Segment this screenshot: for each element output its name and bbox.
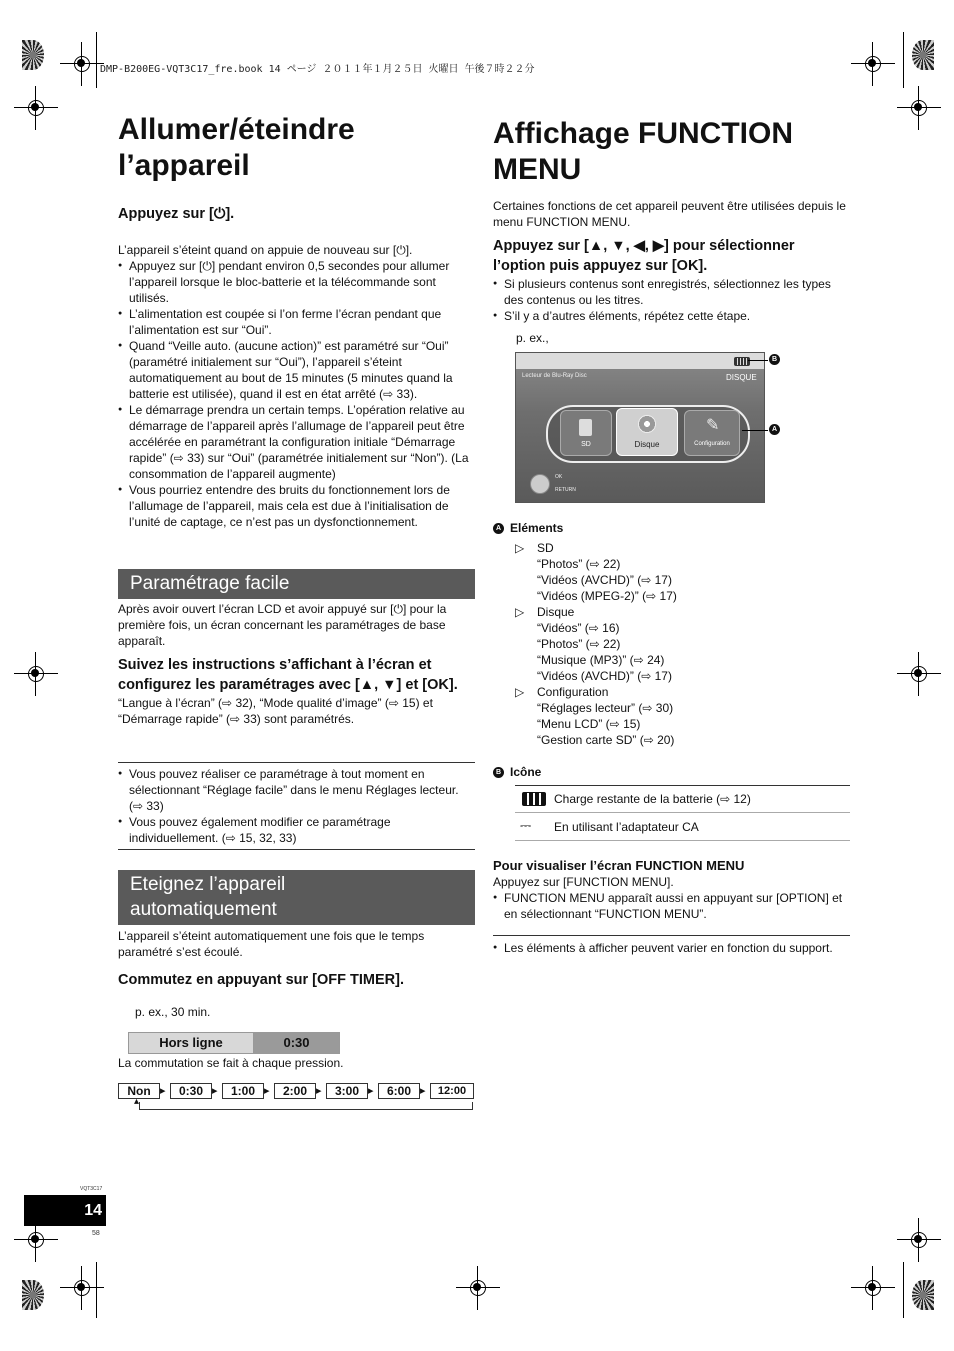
battery-icon (522, 792, 546, 806)
registration-mark-icon (897, 86, 941, 130)
sequence-item: 12:00 (430, 1083, 474, 1099)
arrow-right-icon: ▸ (316, 1085, 322, 1097)
table-row-divider (515, 812, 850, 813)
callout-a: A (769, 424, 780, 435)
group-item: “Musique (MP3)” (⇨ 24) (537, 653, 665, 667)
crop-line (96, 32, 97, 88)
view-section (493, 858, 850, 922)
example-label: p. ex., 30 min. (135, 1005, 211, 1019)
page-number: 14 (24, 1195, 106, 1226)
sequence-item: 2:00 (274, 1083, 316, 1099)
crop-line (903, 1262, 904, 1318)
easy-notes (118, 766, 475, 846)
section-title (493, 116, 850, 188)
wrench-icon: ✎ (706, 417, 720, 434)
step-instruction: Appuyez sur [⏻]. (118, 206, 235, 222)
group-name: Disque (537, 605, 575, 619)
callout-b: B (769, 354, 780, 365)
view-text: Appuyez sur [FUNCTION MENU]. (493, 875, 674, 889)
registration-mark-icon (14, 86, 58, 130)
divider (118, 762, 475, 763)
sd-card-icon (579, 419, 592, 436)
intro-text: Après avoir ouvert l’écran LCD et avoir appuyé sur [⏻] pour la première fois, un écran concernant les paramétrages de base apparaît. (118, 602, 447, 648)
intro-text: Certaines fonctions de cet appareil peuvent être utilisées depuis le menu FUNCTION MENU. (493, 199, 846, 229)
list-item: ● Vous pourriez entendre des bruits du fonctionnement lors de l’allumage de l’appareil, mais cela est due à l’initialisation de l’unité de captage, ce n’est pas un dysfonctionnement. (118, 482, 475, 530)
menu-item-sd[interactable] (560, 410, 612, 456)
table-top-border (515, 785, 850, 786)
group-item: “Gestion carte SD” (⇨ 20) (537, 733, 675, 747)
icone-row-text: En utilisant l’adaptateur CA (554, 820, 699, 834)
section-heading-easy: Paramétrage facile (118, 569, 475, 599)
group-header (515, 684, 850, 700)
sequence-item: 3:00 (326, 1083, 368, 1099)
icone-heading (493, 764, 541, 780)
ac-adapter-icon: ⎓ (520, 817, 532, 833)
menu-item-label: Disque (634, 440, 660, 449)
group-name: SD (537, 541, 554, 555)
list-item: ● Si plusieurs contenus sont enregistrés, sélectionnez les types des contenus ou les titres. (493, 276, 850, 308)
dpad-icon (530, 474, 550, 494)
title-line: Allumer/éteindre (118, 113, 355, 146)
registration-mark-icon (456, 1266, 500, 1310)
corner-disc-icon (912, 40, 934, 70)
arrow-right-icon: ▸ (160, 1085, 166, 1097)
elements-group (515, 540, 850, 748)
page-title (118, 112, 475, 184)
timer-display (128, 1032, 340, 1054)
note-text: “Langue à l’écran” (⇨ 32), “Mode qualité d’image” (⇨ 15) et “Démarrage rapide” (⇨ 33) sont paramétrés. (118, 696, 433, 726)
bullet-list (118, 766, 475, 846)
triangle-right-icon: ▷ (515, 541, 525, 555)
group-item: “Vidéos (MPEG-2)” (⇨ 17) (537, 589, 677, 603)
view-heading: Pour visualiser l’écran FUNCTION MENU (493, 858, 745, 873)
right-column (493, 116, 850, 346)
battery-icon (734, 357, 750, 366)
support-note (493, 940, 850, 956)
ok-label: OK (555, 474, 563, 480)
group-header (515, 540, 850, 556)
small-page-number: 58 (92, 1230, 100, 1237)
callout-line (742, 430, 768, 431)
bullet-list (493, 890, 850, 922)
triangle-right-icon: ▷ (515, 605, 525, 619)
registration-mark-icon (897, 1218, 941, 1262)
callout-line (748, 360, 768, 361)
arrow-right-icon: ▸ (420, 1085, 426, 1097)
step-instruction: Appuyez sur [▲, ▼, ◀, ▶] pour sélectionner l’option puis appuyez sur [OK]. (493, 238, 795, 274)
group-header (515, 604, 850, 620)
menu-item-disque[interactable] (616, 408, 678, 456)
switch-note: La commutation se fait à chaque pression. (118, 1056, 344, 1070)
group-item: “Menu LCD” (⇨ 15) (537, 717, 641, 731)
crop-line (903, 32, 904, 88)
title-line: MENU (493, 153, 582, 186)
group-name: Configuration (537, 685, 609, 699)
screen-top-bar (516, 353, 764, 369)
icone-row-text: Charge restante de la batterie (⇨ 12) (554, 792, 751, 806)
registration-mark-icon (60, 42, 104, 86)
list-item: ● Les éléments à afficher peuvent varier en fonction du support. (493, 940, 850, 956)
menu-item-configuration[interactable] (684, 410, 740, 456)
list-item: ● Le démarrage prendra un certain temps. L’opération relative au démarrage de l’appareil après l’allumage de l’appareil peut être accélérée en paramétrant la configuration initiale “Démarrage rapide” (⇨ 33) sur “Oui” (paramétrée initialement sur “Non”). (La consommation de l’appareil augmente) (118, 402, 475, 482)
step-instruction: Suivez les instructions s’affichant à l’écran et configurez les paramétrages avec [▲, ▼] et [OK]. (118, 657, 458, 693)
registration-mark-icon (851, 1266, 895, 1310)
group-item: “Réglages lecteur” (⇨ 30) (537, 701, 674, 715)
corner-disc-icon (912, 1280, 934, 1310)
step-instruction: Commutez en appuyant sur [OFF TIMER]. (118, 972, 404, 988)
arrow-up-icon: ▴ (134, 1096, 140, 1107)
screen-mode: DISQUE (726, 373, 757, 382)
screen-title: Lecteur de Blu-Ray Disc (522, 373, 587, 379)
print-header: DMP-B200EG-VQT3C17_fre.book 14 ページ ２０１１年１月２５日 火曜日 午後７時２２分 (100, 64, 535, 75)
list-item: ● S’il y a d’autres éléments, répétez cette étape. (493, 308, 850, 324)
list-item: ● Vous pouvez également modifier ce paramétrage individuellement. (⇨ 15, 32, 33) (118, 814, 475, 846)
callout-a-badge: A (493, 523, 504, 534)
icone-label: Icône (510, 765, 542, 779)
divider (493, 935, 850, 936)
elements-heading (493, 520, 850, 536)
arrow-right-icon: ▸ (264, 1085, 270, 1097)
intro-text: L’appareil s’éteint automatiquement une fois que le temps paramétré s’est écoulé. (118, 929, 425, 959)
triangle-right-icon: ▷ (515, 685, 525, 699)
sequence-item: Non (118, 1083, 160, 1099)
return-label: RETURN (555, 487, 576, 493)
registration-mark-icon (897, 652, 941, 696)
doc-code: VQT3C17 (80, 1186, 103, 1192)
timer-label: Hors ligne (128, 1032, 254, 1054)
group-item: “Vidéos (AVCHD)” (⇨ 17) (537, 573, 672, 587)
easy-section (118, 601, 475, 727)
function-menu-screen (515, 352, 765, 503)
example-label: p. ex., (516, 331, 549, 345)
divider (118, 849, 475, 850)
bullet-list (493, 940, 850, 956)
intro-text: L’appareil s’éteint quand on appuie de nouveau sur [⏻]. (118, 243, 413, 257)
heading-line: automatiquement (130, 899, 277, 920)
sequence-item: 6:00 (378, 1083, 420, 1099)
list-item: ● Appuyez sur [⏻] pendant environ 0,5 secondes pour allumer l’appareil lorsque le bloc-batterie et la télécommande sont utilisés. (118, 258, 475, 306)
list-item: ● Vous pouvez réaliser ce paramétrage à tout moment en sélectionnant “Réglage facile” dans le menu Réglages lecteur. (⇨ 33) (118, 766, 475, 814)
auto-off-section (118, 928, 475, 1020)
elements-label: Eléments (510, 521, 564, 535)
title-line: l’appareil (118, 149, 250, 182)
group-item: “Vidéos” (⇨ 16) (537, 621, 620, 635)
sequence-item: 1:00 (222, 1083, 264, 1099)
menu-item-label: SD (581, 441, 591, 448)
registration-mark-icon (851, 42, 895, 86)
crop-line (96, 1262, 97, 1318)
disc-icon (638, 415, 656, 433)
arrow-right-icon: ▸ (368, 1085, 374, 1097)
corner-disc-icon (22, 40, 44, 70)
elements-section (493, 520, 850, 748)
list-item: ● L’alimentation est coupée si l’on ferme l’écran pendant que l’alimentation est sur “Oui”. (118, 306, 475, 338)
bullet-list (118, 258, 475, 530)
heading-line: Eteignez l’appareil (130, 874, 286, 895)
sequence-item: 0:30 (170, 1083, 212, 1099)
loop-back-line (139, 1102, 473, 1110)
callout-b-badge: B (493, 767, 504, 778)
group-item: “Photos” (⇨ 22) (537, 557, 621, 571)
title-line: Affichage FUNCTION (493, 117, 793, 150)
timer-sequence (118, 1083, 478, 1101)
list-item: ● FUNCTION MENU apparaît aussi en appuyant sur [OPTION] et en sélectionnant “FUNCTION MENU”. (493, 890, 850, 922)
menu-item-label: Configuration (694, 441, 730, 447)
section-heading-auto-off (118, 870, 475, 925)
corner-disc-icon (22, 1280, 44, 1310)
table-bottom-border (515, 840, 850, 841)
group-item: “Photos” (⇨ 22) (537, 637, 621, 651)
arrow-right-icon: ▸ (212, 1085, 218, 1097)
registration-mark-icon (60, 1266, 104, 1310)
left-column (118, 112, 475, 530)
bullet-list (493, 276, 850, 324)
registration-mark-icon (14, 652, 58, 696)
group-item: “Vidéos (AVCHD)” (⇨ 17) (537, 669, 672, 683)
list-item: ● Quand “Veille auto. (aucune action)” est paramétré sur “Oui” (paramétré initialement sur “Oui”), l’appareil s’éteint automatiquement au bout de 15 minutes (5 minutes quand la batterie est utilisée), quand il est en état arrêté (⇨ 33). (118, 338, 475, 402)
timer-value: 0:30 (254, 1032, 340, 1054)
